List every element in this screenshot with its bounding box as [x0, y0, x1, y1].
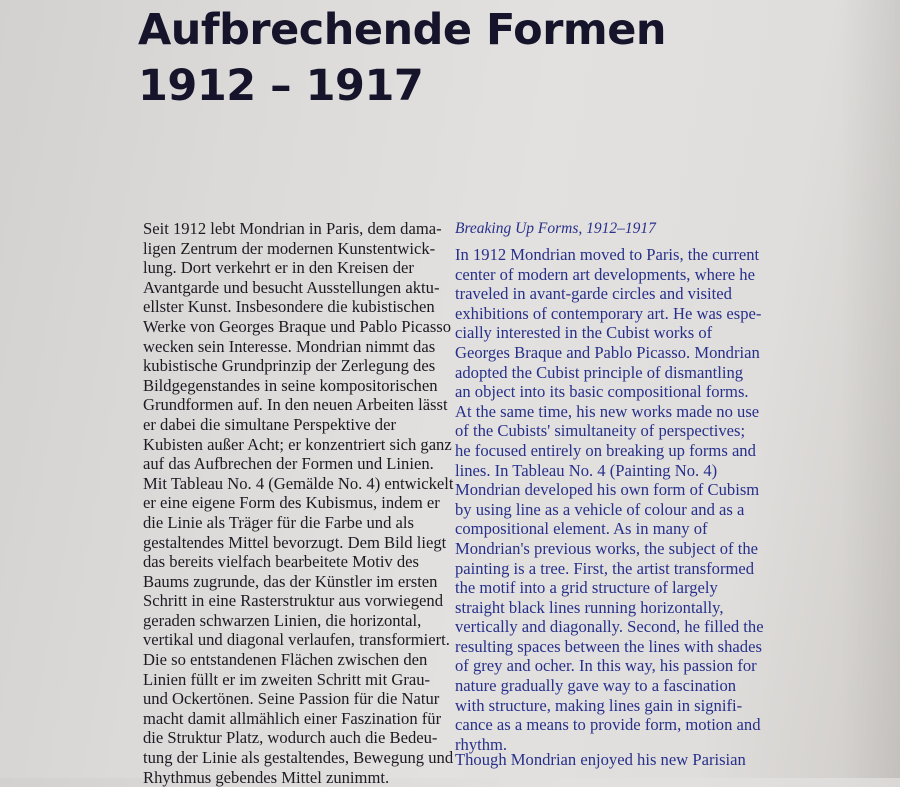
- english-line: exhibitions of contemporary art. He was espe-: [455, 303, 762, 323]
- german-line: Rhythmus gebendes Mittel zunimmt.: [143, 767, 390, 787]
- german-line: Die so entstandenen Flächen zwischen den: [143, 650, 428, 670]
- english-line: of grey and ocher. In this way, his passion for: [455, 656, 757, 676]
- title-line-2: 1912 – 1917: [138, 61, 424, 111]
- english-line: adopted the Cubist principle of dismantling: [455, 362, 744, 382]
- english-line: the motif into a grid structure of largely: [455, 578, 718, 598]
- english-line: cance as a means to provide form, motion and: [455, 715, 761, 735]
- english-line: rhythm.: [455, 734, 508, 754]
- english-line: compositional element. As in many of: [455, 519, 708, 539]
- german-line: und Ockertönen. Seine Passion für die Natur: [143, 689, 440, 709]
- german-line: Avantgarde und besucht Ausstellungen aktu-: [143, 277, 440, 297]
- german-line: Grundformen auf. In den neuen Arbeiten lässt: [143, 395, 448, 415]
- german-line: er dabei die simultane Perspektive der: [143, 414, 396, 434]
- german-line: ellster Kunst. Insbesondere die kubistischen: [143, 297, 435, 317]
- german-line: lung. Dort verkehrt er in den Kreisen der: [143, 258, 414, 278]
- german-line: Bildgegenstandes in seine kompositorischen: [143, 375, 438, 395]
- german-line: kubistische Grundprinzip der Zerlegung des: [143, 356, 436, 376]
- german-line: wecken sein Interesse. Mondrian nimmt das: [143, 336, 436, 356]
- panel-title: [138, 2, 666, 114]
- english-line: center of modern art developments, where he: [455, 264, 755, 284]
- wall-shadow: [840, 0, 900, 778]
- english-line: vertically and diagonally. Second, he filled the: [455, 617, 764, 637]
- english-line: resulting spaces between the lines with shades: [455, 636, 762, 656]
- german-line: tung der Linie als gestaltendes, Bewegung und: [143, 748, 454, 768]
- german-line: Linien füllt er im zweiten Schritt mit Grau-: [143, 669, 431, 689]
- english-line: with structure, making lines gain in signifi-: [455, 695, 743, 715]
- english-line: At the same time, his new works made no use: [455, 401, 760, 421]
- english-text-column: [455, 245, 764, 754]
- german-line: Kubisten außer Acht; er konzentriert sich ganz: [143, 434, 452, 454]
- german-line: Werke von Georges Braque und Pablo Picasso: [143, 316, 452, 336]
- german-line: die Struktur Platz, wodurch auch die Bedeu-: [143, 728, 438, 748]
- english-line: lines. In Tableau No. 4 (Painting No. 4): [455, 460, 718, 480]
- english-line: Mondrian's previous works, the subject of the: [455, 538, 759, 558]
- german-line: er eine eigene Form des Kubismus, indem er: [143, 493, 440, 513]
- english-line: straight black lines running horizontally,: [455, 597, 724, 617]
- english-line: of the Cubists' simultaneity of perspectives;: [455, 421, 746, 441]
- english-line: Mondrian developed his own form of Cubism: [455, 480, 760, 500]
- english-line: traveled in avant-garde circles and visited: [455, 284, 732, 304]
- english-line: by using line as a vehicle of colour and as a: [455, 499, 745, 519]
- german-line: auf das Aufbrechen der Formen und Linien.: [143, 454, 434, 474]
- title-line-1: Aufbrechende Formen: [138, 5, 666, 55]
- english-line: cially interested in the Cubist works of: [455, 323, 713, 343]
- english-line: Georges Braque and Pablo Picasso. Mondrian: [455, 342, 760, 362]
- german-line: Mit Tableau No. 4 (Gemälde No. 4) entwickelt: [143, 473, 454, 493]
- english-subtitle: Breaking Up Forms, 1912–1917: [455, 220, 656, 237]
- german-line: ligen Zentrum der modernen Kunstentwick-: [143, 238, 436, 258]
- english-line: an object into its basic compositional forms.: [455, 382, 749, 402]
- german-line: Seit 1912 lebt Mondrian in Paris, dem dama-: [143, 219, 442, 238]
- english-line: painting is a tree. First, the artist transformed: [455, 558, 755, 578]
- english-line: Though Mondrian enjoyed his new Parisian: [455, 750, 746, 769]
- english-line: In 1912 Mondrian moved to Paris, the current: [455, 245, 760, 264]
- german-line: gestaltendes Mittel bevorzugt. Dem Bild liegt: [143, 532, 447, 552]
- german-line: geraden schwarzen Linien, die horizontal,: [143, 610, 422, 630]
- english-paragraph-2: [455, 750, 746, 770]
- german-line: das bereits vielfach bearbeitete Motiv des: [143, 552, 419, 572]
- german-line: Schritt in eine Rasterstruktur aus vorwiegend: [143, 591, 444, 611]
- english-line: he focused entirely on breaking up forms and: [455, 440, 756, 460]
- german-line: Baums zugrunde, das der Künstler im ersten: [143, 571, 438, 591]
- german-line: macht damit allmählich einer Faszination für: [143, 708, 442, 728]
- german-line: die Linie als Träger für die Farbe und als: [143, 512, 414, 532]
- german-line: vertikal und diagonal verlaufen, transformiert.: [143, 630, 450, 650]
- german-text-column: [143, 219, 454, 787]
- english-line: nature gradually gave way to a fascination: [455, 676, 737, 696]
